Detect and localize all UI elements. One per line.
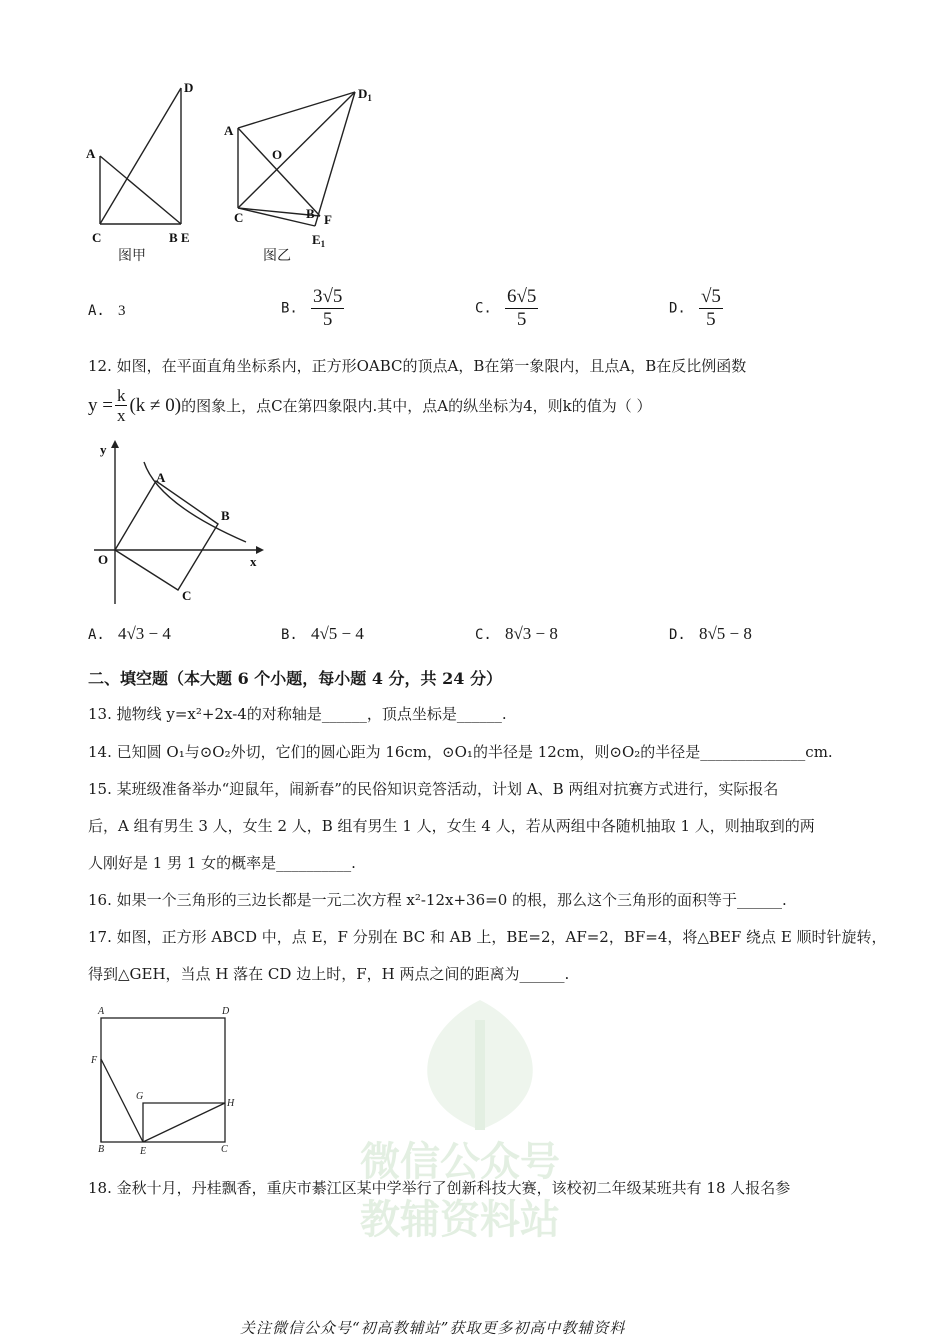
label-a: A bbox=[98, 1006, 105, 1017]
option-value: 4√3 − 4 bbox=[117, 624, 171, 643]
q11-option-a bbox=[88, 300, 125, 320]
label-c: C bbox=[221, 1144, 228, 1155]
label-b: B bbox=[98, 1144, 105, 1155]
label-y: y bbox=[100, 442, 107, 457]
option-value: 4√5 − 4 bbox=[310, 624, 364, 643]
segment-ab bbox=[100, 156, 181, 224]
q17-line1: 17. 如图，正方形 ABCD 中，点 E，F 分别在 BC 和 AB 上，BE=2，AF=2，BF=4，将△BEF 绕点 E 顺时针旋转， bbox=[88, 928, 887, 946]
option-letter: B. bbox=[281, 627, 298, 643]
label-x: x bbox=[250, 554, 257, 569]
option-fraction bbox=[311, 286, 344, 331]
fraction-numerator: 3√5 bbox=[312, 286, 343, 307]
q12-line2-text: 的图象上，点C在第四象限内.其中，点A的纵坐标为4，则k的值为（ ） bbox=[181, 396, 652, 415]
fraction-numerator: √5 bbox=[700, 286, 721, 307]
formula-fraction bbox=[115, 386, 128, 425]
label-e1: $E_1$ bbox=[312, 232, 326, 249]
label-o: O bbox=[272, 147, 283, 162]
formula-y: y = bbox=[88, 394, 113, 416]
label-a: A bbox=[224, 123, 234, 138]
label-c: C bbox=[92, 230, 102, 245]
x-axis-arrow-icon bbox=[256, 546, 264, 554]
caption-yi: 图乙 bbox=[263, 248, 291, 264]
triangle-geh bbox=[143, 1103, 225, 1142]
watermark-line2: 教辅资料站 bbox=[360, 1197, 560, 1243]
label-f: F bbox=[91, 1055, 98, 1066]
option-letter: D. bbox=[669, 627, 686, 643]
label-e: E bbox=[140, 1146, 147, 1157]
label-a: A bbox=[86, 146, 96, 161]
label-h: H bbox=[227, 1098, 235, 1109]
q17-line2: 得到△GEH，当点 H 落在 CD 边上时，F，H 两点之间的距离为______. bbox=[88, 965, 570, 983]
label-d: D bbox=[222, 1006, 230, 1017]
q18: 18. 金秋十月，丹桂飘香，重庆市綦江区某中学举行了创新科技大赛，该校初二年级某班共有 18 人报名参 bbox=[88, 1179, 791, 1197]
page-footer: 关注微信公众号“初高教辅站”获取更多初高中教辅资料 bbox=[240, 1319, 626, 1337]
q16: 16. 如果一个三角形的三边长都是一元二次方程 x²-12x+36=0 的根，那么这个三角形的面积等于______. bbox=[88, 891, 787, 909]
option-letter: C. bbox=[475, 300, 492, 317]
square-abcd bbox=[101, 1018, 225, 1142]
watermark bbox=[360, 990, 600, 1250]
square-oabc bbox=[115, 481, 218, 590]
fraction-denominator: 5 bbox=[706, 309, 716, 330]
option-value: 8√5 − 8 bbox=[698, 624, 752, 643]
option-letter: A. bbox=[88, 627, 105, 643]
option-value: 8√3 − 8 bbox=[504, 624, 558, 643]
option-letter: C. bbox=[475, 627, 492, 643]
q14: 14. 已知圆 O₁与⊙O₂外切，它们的圆心距为 16cm，⊙O₁的半径是 12cm，则⊙O₂的半径是______________cm. bbox=[88, 743, 833, 761]
segment-ab bbox=[238, 128, 320, 216]
caption-jia: 图甲 bbox=[118, 248, 146, 264]
q15-line2: 后，A 组有男生 3 人，女生 2 人，B 组有男生 1 人，女生 4 人，若从两组中各随机抽取 1 人，则抽取到的两 bbox=[88, 817, 815, 835]
q11-option-c bbox=[475, 286, 538, 331]
q12-option-c bbox=[475, 624, 558, 644]
q12-option-d bbox=[669, 624, 752, 644]
fraction-numerator: 6√5 bbox=[506, 286, 537, 307]
figure-q17 bbox=[88, 1002, 248, 1162]
option-value: 3 bbox=[117, 303, 126, 319]
label-b: B bbox=[221, 508, 230, 523]
segment-ce1 bbox=[238, 208, 315, 226]
option-letter: B. bbox=[281, 300, 298, 317]
segment-cd bbox=[100, 88, 181, 224]
q11-option-d bbox=[669, 286, 723, 331]
q13: 13. 抛物线 y=x²+2x-4的对称轴是______，顶点坐标是______. bbox=[88, 705, 507, 723]
label-b: B bbox=[306, 206, 315, 221]
formula-condition: (k ≠ 0) bbox=[129, 394, 182, 416]
label-c: C bbox=[234, 210, 244, 225]
q12-line1: 12. 如图，在平面直角坐标系内，正方形OABC的顶点A，B在第一象限内，且点A，B在反比例函数 bbox=[88, 357, 747, 375]
label-a: A bbox=[156, 470, 166, 485]
label-f: F bbox=[324, 212, 332, 227]
label-c: C bbox=[182, 588, 192, 603]
section-heading: 二、填空题（本大题 6 个小题，每小题 4 分，共 24 分） bbox=[88, 669, 502, 688]
q12-option-a bbox=[88, 624, 171, 644]
formula-denominator: x bbox=[116, 406, 126, 425]
option-fraction bbox=[699, 286, 723, 331]
q12-line2 bbox=[88, 386, 652, 425]
q11-option-b bbox=[281, 286, 344, 331]
label-d1: $D_1$ bbox=[358, 86, 372, 103]
figure-q12 bbox=[88, 436, 273, 608]
label-g: G bbox=[136, 1091, 144, 1102]
q12-option-b bbox=[281, 624, 364, 644]
option-letter: A. bbox=[88, 303, 105, 319]
figure-jia bbox=[80, 76, 215, 266]
label-d: D bbox=[184, 80, 194, 95]
fraction-denominator: 5 bbox=[322, 309, 333, 330]
watermark-leaf-icon bbox=[360, 990, 600, 1140]
formula-numerator: k bbox=[116, 386, 126, 405]
option-fraction bbox=[505, 286, 538, 331]
y-axis-arrow-icon bbox=[111, 440, 119, 448]
q15-line1: 15. 某班级准备举办“迎鼠年，闹新春”的民俗知识竞答活动，计划 A、B 两组对抗赛方式进行，实际报名 bbox=[88, 780, 779, 798]
fraction-denominator: 5 bbox=[516, 309, 527, 330]
label-be: B E bbox=[169, 230, 190, 245]
label-o: O bbox=[98, 552, 109, 567]
option-letter: D. bbox=[669, 300, 686, 317]
q15-line3: 人刚好是 1 男 1 女的概率是__________. bbox=[88, 854, 356, 872]
figure-yi bbox=[220, 80, 380, 250]
watermark-line1: 微信公众号 bbox=[360, 1139, 560, 1185]
